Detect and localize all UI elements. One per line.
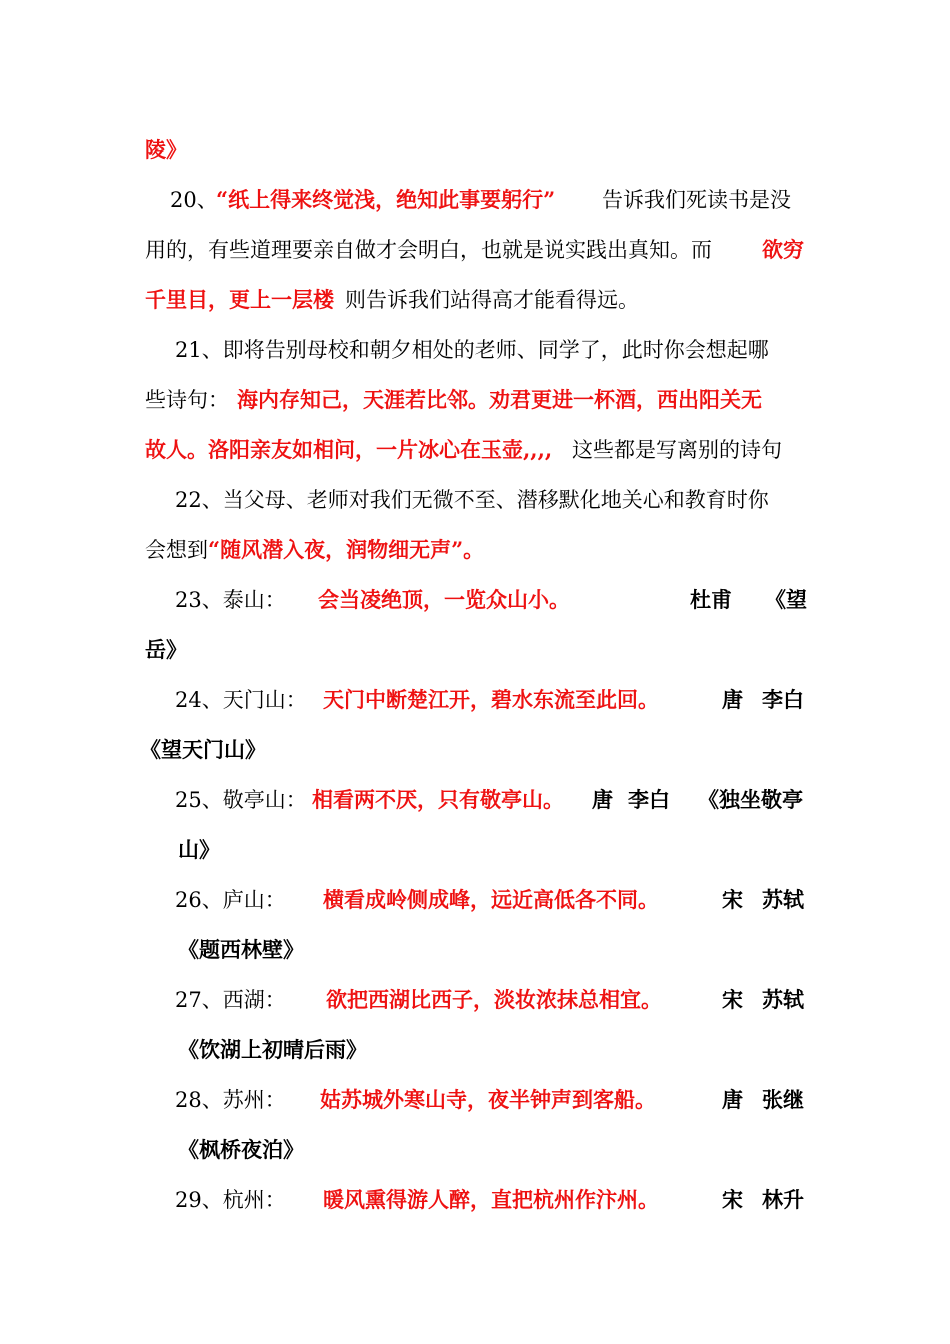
text-line: [0, 780, 950, 820]
dynasty: 唐: [722, 687, 743, 712]
poem-title: 《枫桥夜泊》: [178, 1137, 304, 1162]
text-line: [0, 930, 950, 970]
poem-title-fragment: 山》: [178, 837, 220, 862]
quoted-verse: 千里目，更上一层楼: [145, 287, 334, 312]
text-line: [0, 980, 950, 1020]
quoted-verse: 天门中断楚江开，碧水东流至此回。: [323, 687, 659, 712]
poem-title-fragment: 陵》: [145, 137, 187, 162]
author-name: 李白: [628, 787, 670, 812]
dynasty: 唐: [722, 1087, 743, 1112]
item-number: 20、: [170, 188, 218, 212]
text-line: [0, 830, 950, 870]
question-text: 22、当父母、老师对我们无微不至、潜移默化地关心和教育时你: [175, 488, 769, 512]
quoted-verse: 姑苏城外寒山寺，夜半钟声到客船。: [320, 1087, 656, 1112]
dynasty: 唐: [592, 787, 613, 812]
quoted-verse: 相看两不厌，只有敬亭山。: [312, 787, 564, 812]
text-line: [0, 530, 950, 570]
dynasty: 宋: [722, 987, 743, 1012]
text-line: [0, 130, 950, 170]
question-text: 些诗句：: [145, 388, 229, 412]
explanation-text: 这些都是写离别的诗句: [572, 438, 782, 462]
text-line: [0, 1030, 950, 1070]
poem-title: 《题西林壁》: [178, 937, 304, 962]
text-line: [0, 730, 950, 770]
question-text: 会想到: [145, 538, 208, 562]
explanation-text: 告诉我们死读书是没: [602, 188, 791, 212]
author-name: 李白: [762, 687, 804, 712]
poem-title: 《望天门山》: [140, 737, 266, 762]
question-text: 21、即将告别母校和朝夕相处的老师、同学了，此时你会想起哪: [175, 338, 769, 362]
poem-title-fragment: 《独坐敬亭: [698, 787, 803, 812]
text-line: [0, 1180, 950, 1220]
text-line: [0, 330, 950, 370]
text-line: [0, 580, 950, 620]
text-line: [0, 680, 950, 720]
text-line: [0, 380, 950, 420]
item-label: 26、庐山：: [175, 888, 286, 912]
text-line: [0, 430, 950, 470]
quoted-verse: “随风潜入夜，润物细无声”。: [208, 537, 485, 562]
text-line: [0, 880, 950, 920]
poem-title: 《饮湖上初晴后雨》: [178, 1037, 367, 1062]
author-name: 苏轼: [762, 887, 804, 912]
text-line: [0, 1080, 950, 1120]
quoted-verse: 欲把西湖比西子，淡妆浓抹总相宜。: [326, 987, 662, 1012]
text-line: [0, 1130, 950, 1170]
author-name: 苏轼: [762, 987, 804, 1012]
quoted-verse: 海内存知己，天涯若比邻。劝君更进一杯酒，西出阳关无: [237, 387, 762, 412]
quoted-verse: “纸上得来终觉浅，绝知此事要躬行”: [216, 187, 556, 212]
quoted-verse: 会当凌绝顶，一览众山小。: [318, 587, 570, 612]
dynasty: 宋: [722, 1187, 743, 1212]
quoted-verse: 暖风熏得游人醉，直把杭州作汴州。: [323, 1187, 659, 1212]
item-label: 27、西湖：: [175, 988, 286, 1012]
text-line: [0, 180, 950, 220]
quoted-verse: 横看成岭侧成峰，远近高低各不同。: [323, 887, 659, 912]
item-label: 28、苏州：: [175, 1088, 286, 1112]
text-line: [0, 480, 950, 520]
item-label: 23、泰山：: [175, 588, 286, 612]
item-label: 24、天门山：: [175, 688, 307, 712]
quoted-verse: 故人。洛阳亲友如相问，一片冰心在玉壶,,,,: [145, 437, 553, 462]
item-label: 25、敬亭山：: [175, 788, 307, 812]
item-label: 29、杭州：: [175, 1188, 286, 1212]
author-name: 林升: [762, 1187, 804, 1212]
text-line: [0, 630, 950, 670]
poem-title-fragment: 《望: [765, 587, 807, 612]
dynasty: 宋: [722, 887, 743, 912]
text-line: [0, 280, 950, 320]
author-name: 杜甫: [690, 587, 732, 612]
author-name: 张继: [762, 1087, 804, 1112]
poem-title-fragment: 岳》: [145, 637, 187, 662]
explanation-text: 用的，有些道理要亲自做才会明白，也就是说实践出真知。而: [145, 238, 712, 262]
text-line: [0, 230, 950, 270]
explanation-text: 则告诉我们站得高才能看得远。: [345, 288, 639, 312]
quoted-verse: 欲穷: [762, 237, 804, 262]
